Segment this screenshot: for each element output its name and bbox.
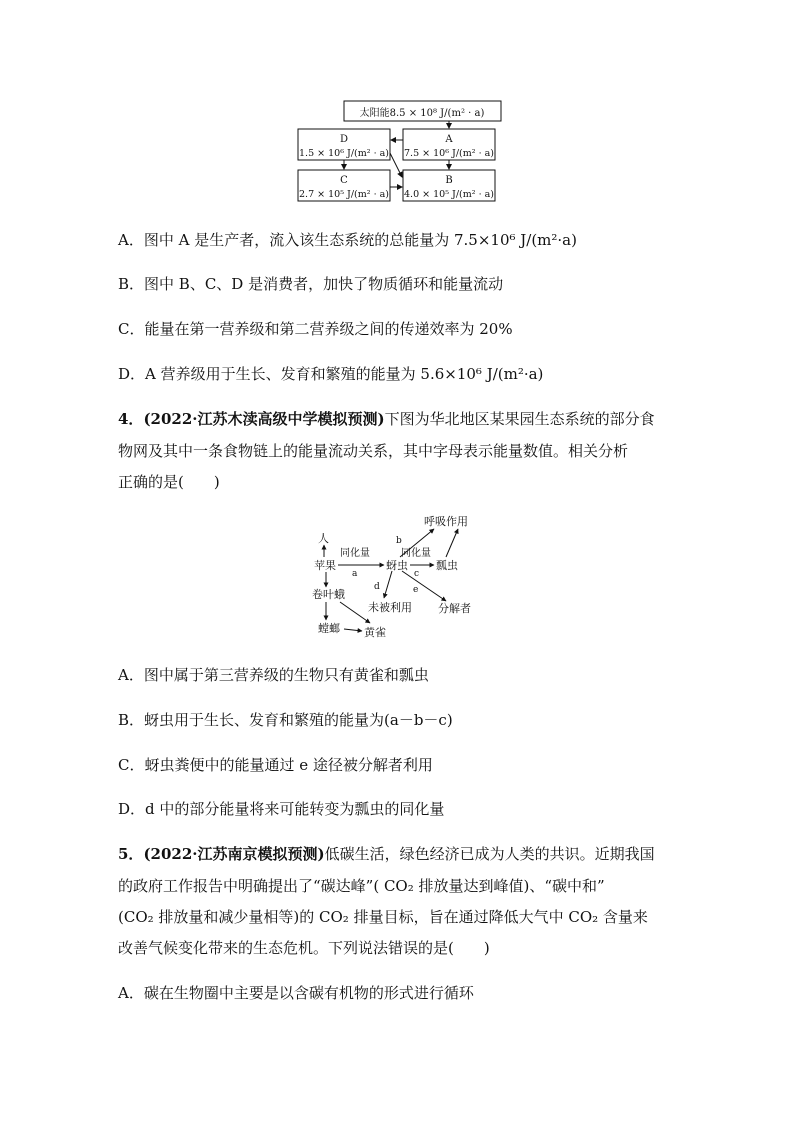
box-b-letter: B: [445, 175, 453, 186]
node-unused: 未被利用: [368, 601, 412, 614]
label-assim2: 同化量: [401, 548, 431, 559]
arrow-mantis-oriole: [344, 629, 362, 631]
node-ren: 人: [318, 532, 329, 545]
box-d-value: 1.5 × 10⁶ J/(m² · a): [299, 148, 389, 159]
arrow-ladybug-respiration: [446, 529, 458, 557]
label-b: b: [396, 536, 402, 546]
box-c-value: 2.7 × 10⁵ J/(m² · a): [299, 189, 389, 200]
node-oriole: 黄雀: [364, 626, 386, 639]
node-decomposer: 分解者: [438, 602, 471, 615]
q4-number: 4．: [118, 410, 144, 428]
box-d-letter: D: [339, 134, 349, 145]
q5-stem-line3: (CO₂ 排放量和减少量相等)的 CO₂ 排量目标，旨在通过降低大气中 CO₂ 含量来: [118, 908, 648, 926]
q3-option-d[interactable]: D．A 营养级用于生长、发育和繁殖的能量为 5.6×10⁶ J/(m²·a): [118, 365, 544, 383]
q4-option-b[interactable]: B．蚜虫用于生长、发育和繁殖的能量为(a－b－c): [118, 711, 453, 729]
arrow-d-b: [390, 153, 402, 177]
label-e: e: [413, 585, 419, 595]
q5-stem-text1: 低碳生活，绿色经济已成为人类的共识。近期我国: [324, 845, 655, 863]
node-mantis: 螳螂: [318, 622, 340, 635]
q5-stem-line2: 的政府工作报告中明确提出了“碳达峰”( CO₂ 排放量达到峰值)、“碳中和”: [118, 877, 605, 895]
energy-flow-diagram: [290, 95, 505, 207]
q4-stem-line1: [118, 408, 655, 430]
label-a: a: [352, 569, 358, 579]
label-assim1: 同化量: [340, 548, 370, 559]
node-apple: 苹果: [314, 559, 336, 572]
q4-option-d[interactable]: D．d 中的部分能量将来可能转变为瓢虫的同化量: [118, 800, 445, 818]
box-a-letter: A: [445, 134, 453, 145]
q5-stem-line1: [118, 843, 655, 865]
box-a-value: 7.5 × 10⁶ J/(m² · a): [404, 148, 494, 159]
node-respiration: 呼吸作用: [424, 515, 468, 528]
q3-option-a[interactable]: A．图中 A 是生产者，流入该生态系统的总能量为 7.5×10⁶ J/(m²·a): [118, 231, 577, 249]
q4-stem-text1: 下图为华北地区某果园生态系统的部分食: [384, 410, 655, 428]
box-b-value: 4.0 × 10⁵ J/(m² · a): [404, 189, 494, 200]
node-ladybug: 瓢虫: [436, 559, 458, 572]
arrow-leafroller-oriole: [340, 602, 370, 623]
label-d: d: [374, 582, 380, 592]
arrow-aphid-unused: [384, 571, 392, 598]
q5-source: (2022·江苏南京模拟预测): [143, 845, 325, 863]
q4-option-a[interactable]: A．图中属于第三营养级的生物只有黄雀和瓢虫: [118, 666, 429, 684]
node-leafroller: 卷叶蛾: [312, 588, 345, 601]
label-c: c: [414, 569, 420, 579]
q4-stem-line3: 正确的是( ): [118, 473, 220, 491]
q4-option-c[interactable]: C．蚜虫粪便中的能量通过 e 途径被分解者利用: [118, 756, 433, 774]
node-aphid: 蚜虫: [386, 559, 408, 572]
q3-option-c[interactable]: C．能量在第一营养级和第二营养级之间的传递效率为 20%: [118, 320, 513, 338]
sun-label: 太阳能8.5 × 10⁸ J/(m² · a): [359, 108, 485, 119]
q5-option-a[interactable]: A．碳在生物圈中主要是以含碳有机物的形式进行循环: [118, 984, 474, 1002]
box-c-letter: C: [340, 175, 348, 186]
q4-source: (2022·江苏木渎高级中学模拟预测): [143, 410, 385, 428]
q3-option-b[interactable]: B．图中 B、C、D 是消费者，加快了物质循环和能量流动: [118, 275, 504, 293]
q5-number: 5．: [118, 845, 144, 863]
q4-stem-line2: 物网及其中一条食物链上的能量流动关系，其中字母表示能量数值。相关分析: [118, 442, 629, 460]
arrow-aphid-decomposer: [402, 571, 446, 601]
q5-stem-line4: 改善气候变化带来的生态危机。下列说法错误的是( ): [118, 939, 490, 957]
food-web-diagram: [300, 505, 500, 645]
